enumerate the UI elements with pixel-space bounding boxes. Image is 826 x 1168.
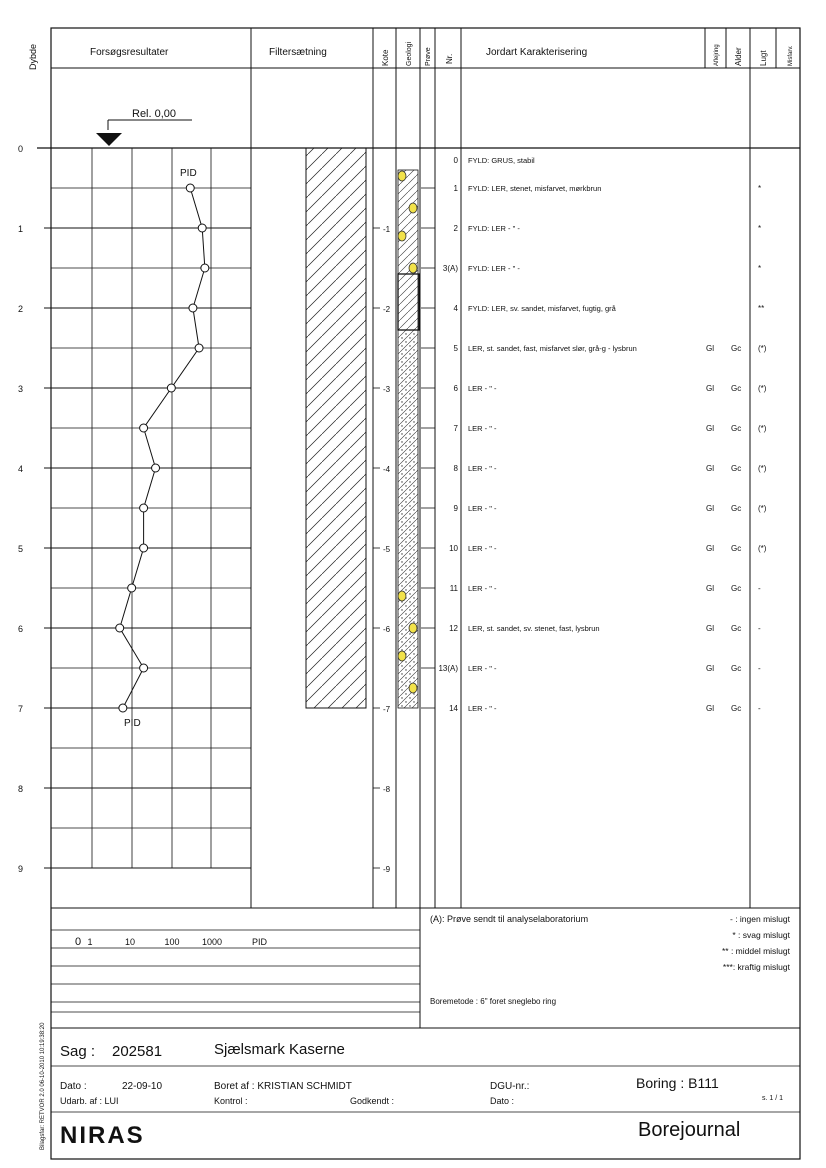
- pid-point: [116, 624, 124, 632]
- sample-number: 9: [453, 504, 458, 513]
- sample-marker: [398, 591, 406, 601]
- col-smell-header: Lugt: [759, 50, 768, 66]
- sample-age: Gc: [731, 344, 742, 353]
- kote-tick-label: -8: [383, 785, 391, 794]
- pid-point: [119, 704, 127, 712]
- sample-marker: [409, 623, 417, 633]
- sample-marker: [398, 651, 406, 661]
- sample-number: 7: [453, 424, 458, 433]
- sample-smell: (*): [758, 384, 767, 393]
- sample-number: 10: [449, 544, 458, 553]
- sample-number: 14: [449, 704, 458, 713]
- sample-marker: [409, 263, 417, 273]
- sample-description: LER - " -: [468, 504, 497, 513]
- kote-tick-label: -9: [383, 865, 391, 874]
- sample-number: 0: [453, 156, 458, 165]
- sample-description: LER - " -: [468, 464, 497, 473]
- sample-description: FYLD: GRUS, stabil: [468, 156, 535, 165]
- sample-deposit: Gl: [706, 704, 714, 713]
- dato2-label: Dato :: [490, 1096, 515, 1106]
- sample-description: FYLD: LER, stenet, misfarvet, mørkbrun: [468, 184, 602, 193]
- sample-age: Gc: [731, 464, 742, 473]
- sample-age: Gc: [731, 424, 742, 433]
- drill-method: Boremetode : 6" foret sneglebo ring: [430, 997, 557, 1006]
- sample-deposit: Gl: [706, 544, 714, 553]
- sample-smell: -: [758, 624, 761, 633]
- sample-deposit: Gl: [706, 464, 714, 473]
- x-axis-label: PID: [252, 937, 268, 947]
- x-tick-label: 100: [164, 937, 180, 947]
- col-kote-header: Kote: [381, 49, 390, 66]
- sample-number: 8: [453, 464, 458, 473]
- depth-tick-label: 6: [18, 624, 24, 634]
- x-tick-label: 1000: [201, 937, 223, 947]
- col-deposit-header: Aflejring: [714, 44, 720, 66]
- depth-tick-label: 1: [18, 224, 24, 234]
- smell-legend-item: ** : middel mislugt: [721, 946, 790, 956]
- sample-marker: [409, 203, 417, 213]
- depth-tick-label: 0: [18, 144, 24, 154]
- kote-tick-label: -2: [383, 305, 391, 314]
- sample-deposit: Gl: [706, 384, 714, 393]
- pid-point: [189, 304, 197, 312]
- depth-tick-label: 2: [18, 304, 24, 314]
- sample-deposit: Gl: [706, 624, 714, 633]
- smell-legend-item: ***: kraftig mislugt: [722, 962, 790, 972]
- x-tick-label: 1: [87, 937, 93, 947]
- doc-type: Borejournal: [638, 1119, 741, 1141]
- sample-description: LER - " -: [468, 584, 497, 593]
- sample-description: LER - " -: [468, 704, 497, 713]
- sample-deposit: Gl: [706, 504, 714, 513]
- kontrol-label: Kontrol :: [214, 1096, 248, 1106]
- pid-series: [116, 184, 209, 712]
- kote-tick-label: -1: [383, 225, 391, 234]
- sample-number: 6: [453, 384, 458, 393]
- geology-fill-layer: [398, 170, 418, 330]
- sample-description: LER - " -: [468, 664, 497, 673]
- sample-number: 13(A): [438, 664, 458, 673]
- sample-smell: (*): [758, 544, 767, 553]
- sample-smell: **: [758, 304, 765, 313]
- sample-number: 1: [453, 184, 458, 193]
- side-text: Bilagsfar: RETVOR 2.0 06-10-2010 10:19:38:20: [40, 1022, 46, 1150]
- sag-number: 202581: [112, 1043, 163, 1060]
- niras-logo: NIRAS: [60, 1122, 145, 1149]
- pid-point: [152, 464, 160, 472]
- dato-label: Dato :: [60, 1081, 87, 1092]
- col-depth-header: Dybde: [28, 43, 38, 70]
- smell-legend: [722, 914, 791, 972]
- boret-label: Boret af : KRISTIAN SCHMIDT: [214, 1081, 352, 1092]
- depth-tick-label: 5: [18, 544, 24, 554]
- sample-marker: [398, 231, 406, 241]
- sample-smell: *: [758, 264, 762, 273]
- sample-rows: [421, 156, 767, 713]
- sample-deposit: Gl: [706, 424, 714, 433]
- col-nr-header: Nr.: [445, 53, 454, 64]
- col-discolor-header: Misfarv.: [788, 45, 794, 66]
- pid-point: [167, 384, 175, 392]
- sample-description: LER, st. sandet, fast, misfarvet slør, grå-g - lysbrun: [468, 344, 637, 353]
- depth-axis: [18, 144, 51, 874]
- col-soil-header: Jordart Karakterisering: [486, 47, 588, 58]
- pid-point: [201, 264, 209, 272]
- filter-screen: [306, 148, 366, 708]
- dgu-label: DGU-nr.:: [490, 1081, 530, 1092]
- kote-tick-label: -4: [383, 465, 391, 474]
- sample-description: LER - " -: [468, 544, 497, 553]
- pid-label-top: PID: [180, 168, 197, 179]
- pid-label-bottom: PID: [124, 718, 141, 729]
- sample-marker: [409, 683, 417, 693]
- sample-number: 3(A): [442, 264, 458, 273]
- reference-label: Rel. 0,00: [132, 108, 177, 120]
- sample-deposit: Gl: [706, 344, 714, 353]
- pid-point: [140, 664, 148, 672]
- pid-x-axis: [75, 936, 222, 948]
- dato-value: 22-09-10: [122, 1081, 163, 1092]
- sample-smell: (*): [758, 504, 767, 513]
- x-tick-label: 10: [124, 937, 136, 947]
- pid-line: [120, 188, 205, 708]
- pid-point: [128, 584, 136, 592]
- sample-deposit: Gl: [706, 584, 714, 593]
- sample-number: 5: [453, 344, 458, 353]
- sample-number: 11: [449, 584, 458, 593]
- sag-label: Sag :: [60, 1043, 96, 1060]
- page-number: s. 1 / 1: [762, 1095, 784, 1102]
- depth-tick-label: 7: [18, 704, 24, 714]
- col-geology-header: Geologi: [406, 41, 413, 66]
- sample-smell: *: [758, 184, 762, 193]
- sample-number: 2: [453, 224, 458, 233]
- pid-point: [195, 344, 203, 352]
- sample-description: LER - " -: [468, 384, 497, 393]
- x-tick-label: 0: [74, 936, 82, 948]
- sample-age: Gc: [731, 704, 742, 713]
- sample-note: (A): Prøve sendt til analyselaboratorium: [430, 914, 589, 924]
- kote-tick-label: -5: [383, 545, 391, 554]
- col-tests-header: Forsøgsresultater: [90, 47, 169, 58]
- depth-tick-label: 8: [18, 784, 24, 794]
- sample-description: LER - " -: [468, 424, 497, 433]
- sample-description: FYLD: LER - " -: [468, 224, 520, 233]
- pid-point: [186, 184, 194, 192]
- sample-smell: (*): [758, 424, 767, 433]
- godkendt-label: Godkendt :: [350, 1096, 395, 1106]
- udarb-label: Udarb. af : LUI: [60, 1096, 119, 1106]
- sample-number: 4: [453, 304, 458, 313]
- sample-description: FYLD: LER, sv. sandet, misfarvet, fugtig, grå: [468, 304, 616, 313]
- project-name: Sjælsmark Kaserne: [214, 1041, 345, 1058]
- kote-axis: [373, 225, 391, 874]
- boring-label: Boring : B111: [636, 1075, 719, 1091]
- sample-smell: (*): [758, 344, 767, 353]
- sample-age: Gc: [731, 544, 742, 553]
- col-filter-header: Filtersætning: [269, 47, 327, 58]
- sample-deposit: Gl: [706, 664, 714, 673]
- reference-triangle-icon: [96, 133, 122, 146]
- depth-tick-label: 4: [18, 464, 24, 474]
- pid-point: [140, 504, 148, 512]
- sample-smell: *: [758, 224, 762, 233]
- col-sample-header: Prøve: [425, 47, 432, 66]
- sample-age: Gc: [731, 664, 742, 673]
- kote-tick-label: -3: [383, 385, 391, 394]
- sample-age: Gc: [731, 384, 742, 393]
- sample-age: Gc: [731, 504, 742, 513]
- pid-point: [140, 544, 148, 552]
- sample-number: 12: [449, 624, 458, 633]
- kote-tick-label: -6: [383, 625, 391, 634]
- sample-marker: [398, 171, 406, 181]
- sample-age: Gc: [731, 624, 742, 633]
- smell-legend-item: * : svag mislugt: [732, 930, 790, 940]
- smell-legend-item: - : ingen mislugt: [730, 914, 790, 924]
- kote-tick-label: -7: [383, 705, 391, 714]
- pid-point: [198, 224, 206, 232]
- depth-tick-label: 3: [18, 384, 24, 394]
- sample-age: Gc: [731, 584, 742, 593]
- sample-description: LER, st. sandet, sv. stenet, fast, lysbrun: [468, 624, 600, 633]
- sample-smell: -: [758, 664, 761, 673]
- col-age-header: Alder: [734, 47, 743, 66]
- sample-smell: -: [758, 584, 761, 593]
- sample-description: FYLD: LER - " -: [468, 264, 520, 273]
- pid-point: [140, 424, 148, 432]
- sample-smell: (*): [758, 464, 767, 473]
- pid-chart-grid: [51, 148, 251, 868]
- sample-smell: -: [758, 704, 761, 713]
- depth-tick-label: 9: [18, 864, 24, 874]
